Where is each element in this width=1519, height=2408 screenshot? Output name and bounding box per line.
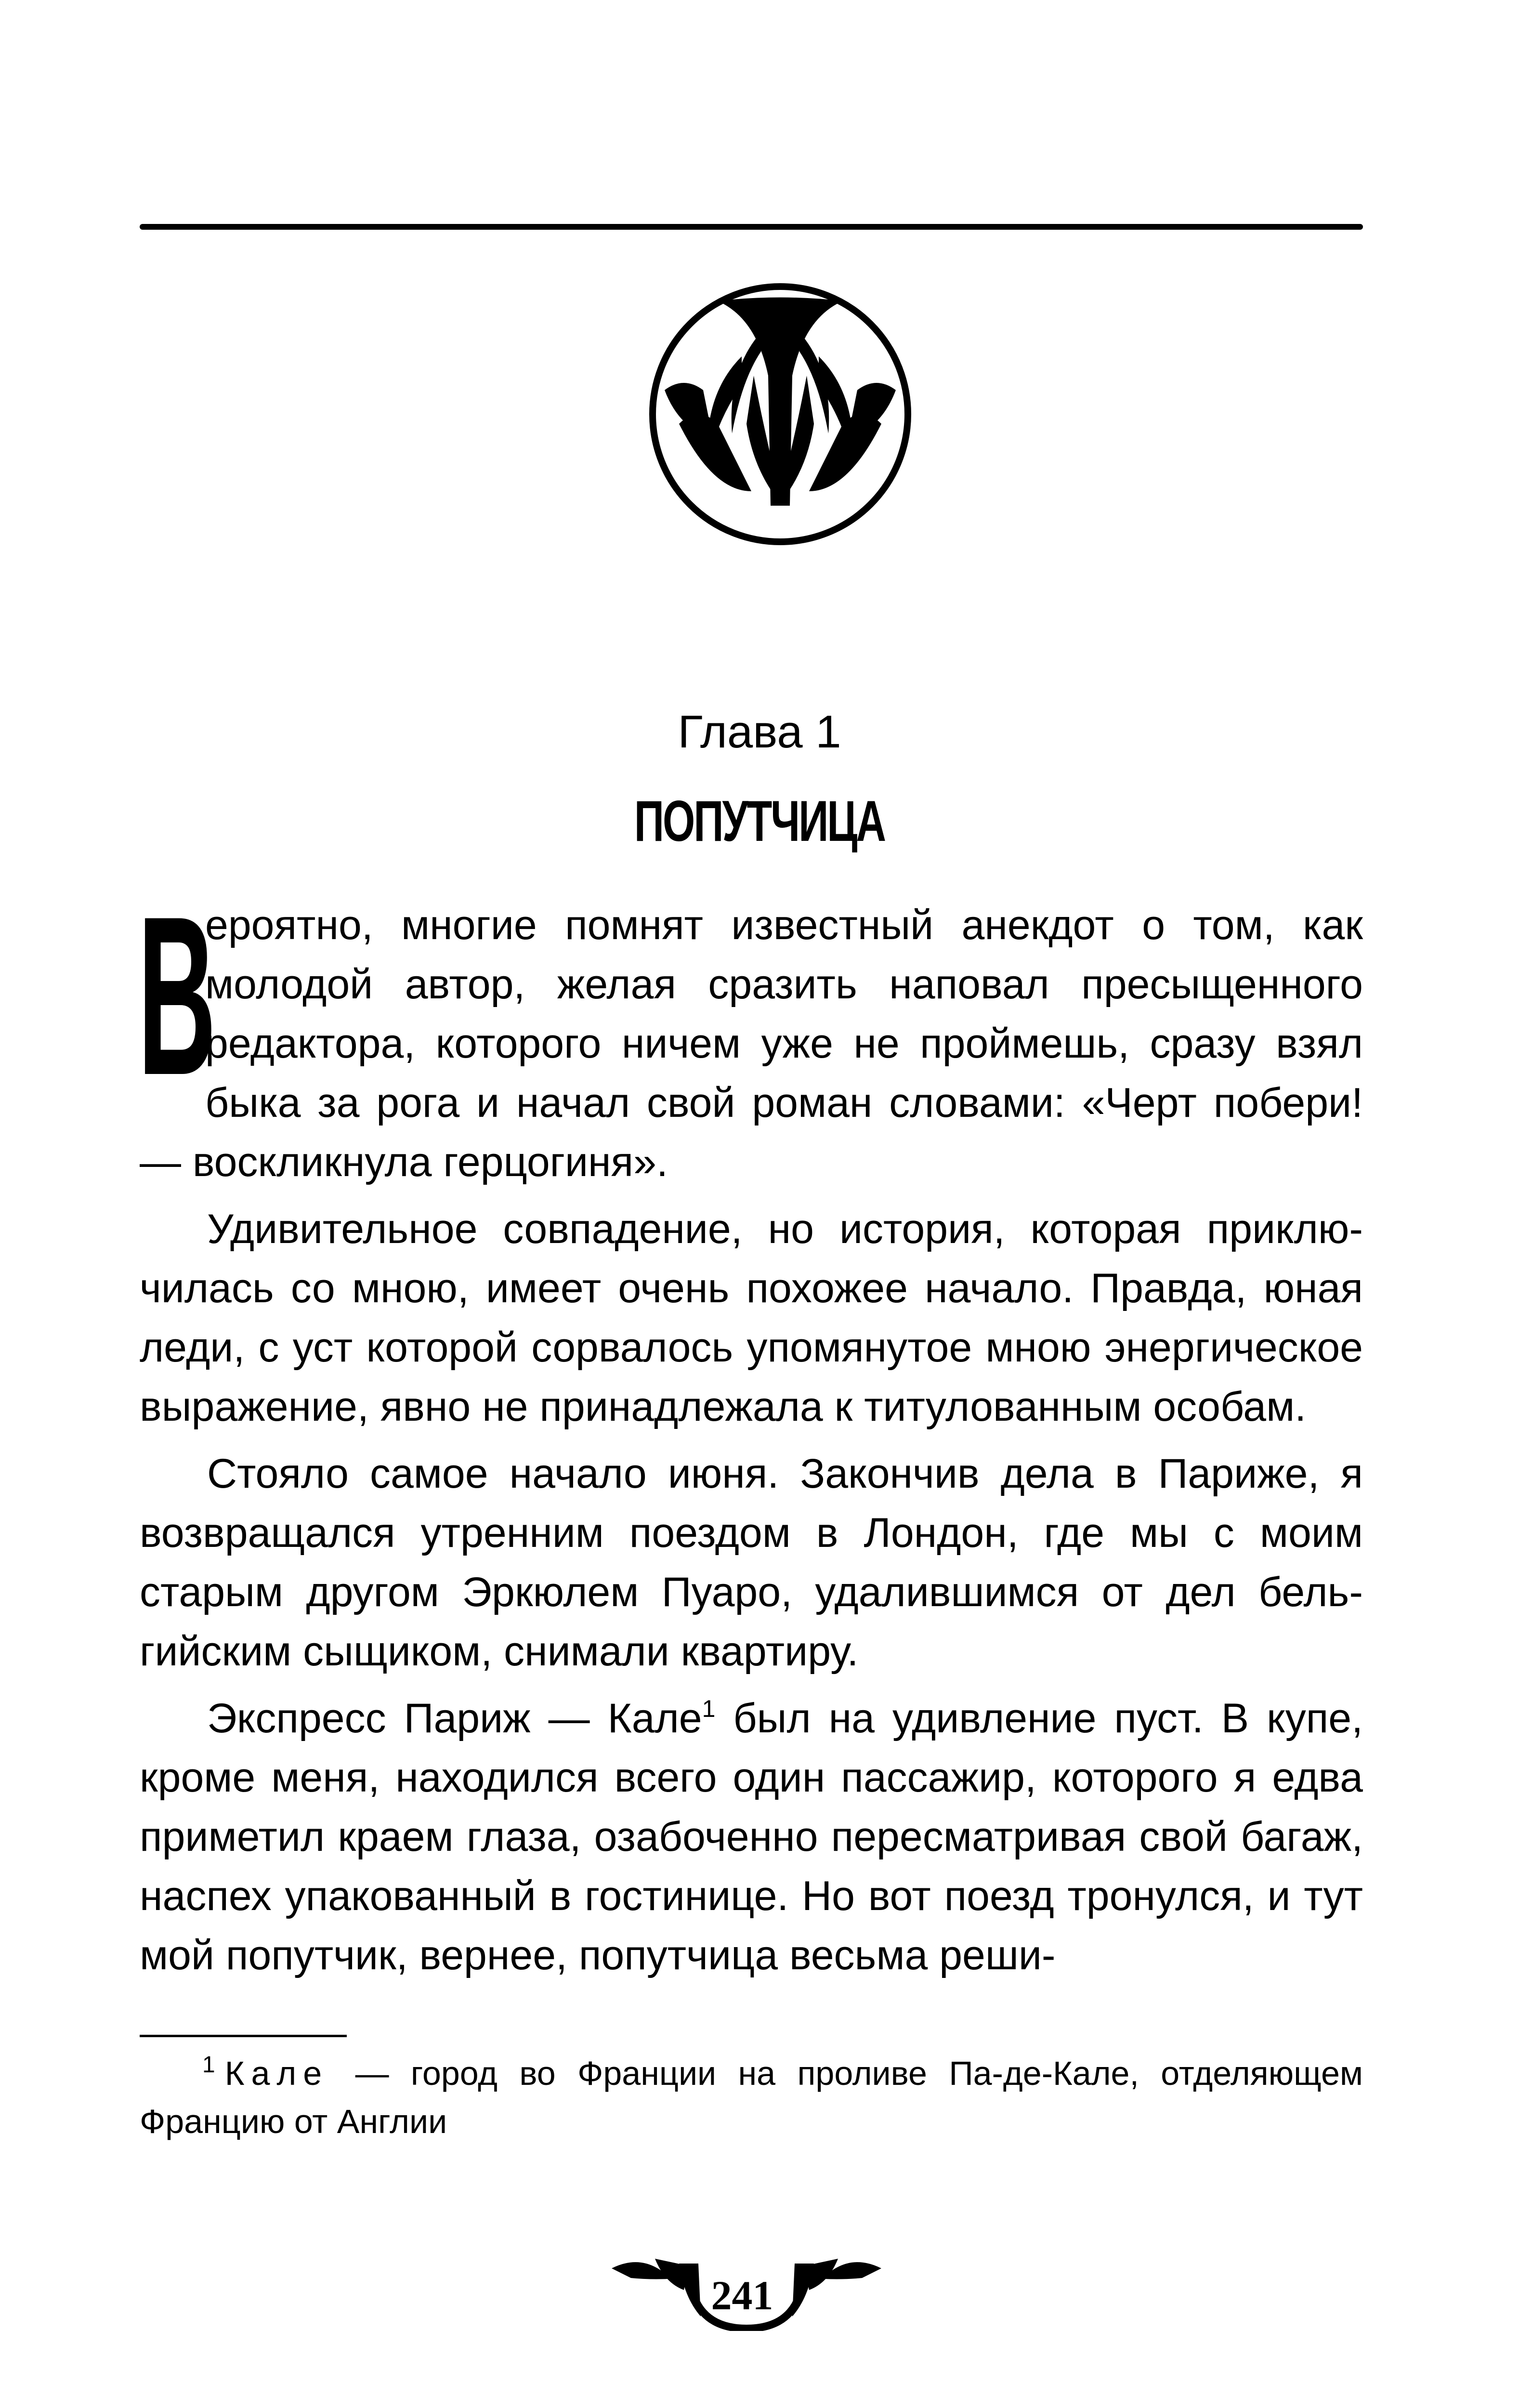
page-number: 241 [711, 2272, 773, 2318]
chapter-body [138, 869, 1363, 1993]
paragraph-4-text-before: Экспресс Париж — Кале [207, 1695, 702, 1741]
chapter-title: ПОПУТЧИЦА [634, 789, 885, 853]
paragraph-4 [140, 1689, 1363, 1985]
paragraph-1-text: ероятно, многие помнят известный анекдот о том, как молодой автор, желая сразить наповал пресыщенного редактора, которого ничем уже не проймешь, сразу взял быка за рога и начал свой роман словами: «Черт побери! — воскликнула герцогиня». [140, 902, 1363, 1185]
paragraph-4-text-after: был на удивление пуст. В купе, кроме меня, находился всего один пассажир, которого я едва приметил краем глаза, озабоченно пересматривая свой багаж, наспех упакованный в гостинице. Но вот поезд тронулся, и тут мой попутчик, вернее, попутчица весьма реши- [140, 1695, 1363, 1978]
footnote [140, 2049, 1363, 2146]
drop-cap: В [138, 869, 216, 1122]
footnote-reference: 1 [702, 1695, 716, 1722]
chapter-emblem-ornament-icon [645, 279, 915, 549]
chapter-top-rule [140, 224, 1363, 230]
chapter-number: Глава 1 [678, 706, 841, 758]
footnote-separator [140, 2035, 347, 2037]
footnote-number: 1 [202, 2052, 215, 2078]
paragraph-2: Удивительное совпадение, но история, которая приключилась со мною, имеет очень похожее начало. Правда, юная леди, с уст которой сорвалось упомянутое мною энергическое выражение, явно не принадлежала к титулованным особам. [140, 1206, 1363, 1430]
paragraph-1 [138, 869, 1363, 1192]
footnote-term: Кале [224, 2055, 329, 2092]
paragraph-3: Стояло самое начало июня. Закончив дела в Париже, я возвращался утренним поездом в Лондон, где мы с моим старым другом Эркюлем Пуаро, удалившимся от дел бельгийским сыщиком, снимали квартиру. [140, 1451, 1363, 1675]
footnote-text: — город во Франции на проливе Па-де-Кале, отделяющем Францию от Англии [140, 2055, 1363, 2140]
